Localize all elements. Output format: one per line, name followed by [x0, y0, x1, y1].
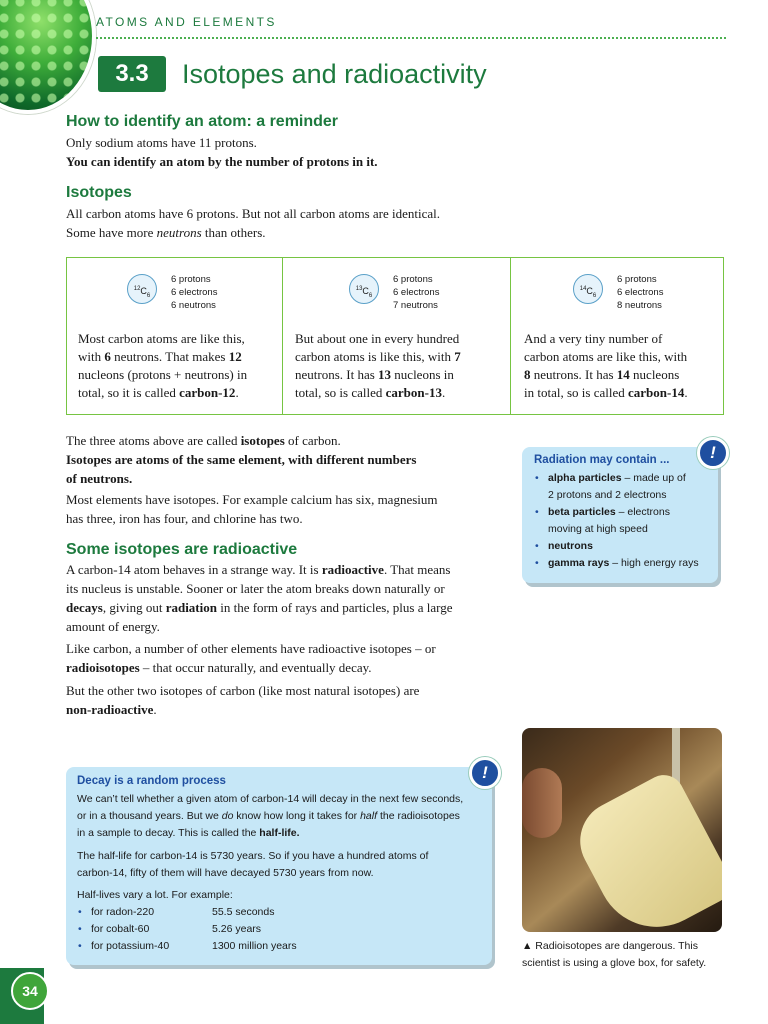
isotopes-heading: Isotopes [66, 184, 132, 201]
carbon-12-particle-counts: 6 protons 6 electrons 6 neutrons [171, 274, 218, 311]
reminder-line-2: You can identify an atom by the number of protons in it. [66, 154, 378, 169]
reminder-line-1: Only sodium atoms have 11 protons. [66, 135, 257, 150]
carbon-14-description: And a very tiny number of carbon atoms are like this, with 8 neutrons. It has 14 nucleons in total, so is called carbon-14. [524, 331, 688, 400]
radioactive-paragraph-3: But the other two isotopes of carbon (like most natural isotopes) are non-radioactive. [66, 683, 420, 717]
exclamation-icon: ! [697, 437, 729, 469]
glove-box-photo [522, 728, 722, 932]
decay-paragraph-3: Half-lives vary a lot. For example: [77, 889, 233, 901]
radioactive-paragraph-2: Like carbon, a number of other elements have radioactive isotopes – or radioisotopes – that occur naturally, and eventually decay. [66, 641, 436, 675]
isotopes-line-2: Some have more neutrons than others. [66, 225, 266, 240]
radiation-box-title: Radiation may contain ... [534, 454, 670, 466]
isotope-cell-carbon-14 [510, 258, 723, 414]
carbon-13-atom-icon: $^{13}C_6$ [349, 274, 379, 304]
chapter-label: ATOMS AND ELEMENTS [96, 15, 277, 29]
carbon-12-description: Most carbon atoms are like this, with 6 neutrons. That makes 12 nucleons (protons + neutrons) in total, so it is called carbon-12. [78, 331, 248, 400]
photo-caption: ▲ Radioisotopes are dangerous. This scientist is using a glove box, for safety. [522, 940, 707, 969]
radiation-item-alpha: • alpha particles – made up of 2 protons and 2 electrons [548, 470, 686, 504]
page-number: 34 [11, 972, 49, 1010]
carbon-14-atom-icon: $^{14}C_6$ [573, 274, 603, 304]
radioactive-heading: Some isotopes are radioactive [66, 541, 298, 558]
decay-random-process-box [66, 767, 492, 965]
isotopes-line-1: All carbon atoms have 6 protons. But not all carbon atoms are identical. [66, 206, 441, 221]
isotopes-examples: Most elements have isotopes. For example calcium has six, magnesium has three, iron has four, and chlorine has two. [66, 492, 438, 526]
chapter-corner-image [0, 0, 96, 114]
radiation-item-neutrons: • neutrons [548, 538, 593, 555]
decay-box-title: Decay is a random process [77, 775, 226, 787]
header-dotted-rule [96, 37, 726, 39]
carbon-isotope-table [66, 257, 724, 415]
decay-paragraph-1: We can’t tell whether a given atom of carbon-14 will decay in the next few seconds, or in a thousand years. But we do know how long it takes for half the radioisotopes in a sample to decay. This is called the half-life. [77, 793, 464, 839]
carbon-13-particle-counts: 6 protons 6 electrons 7 neutrons [393, 274, 440, 311]
isotope-cell-carbon-13 [282, 258, 511, 414]
decay-paragraph-2: The half-life for carbon-14 is 5730 years. So if you have a hundred atoms of carbon-14, fifty of them will have decayed 5730 years from now. [77, 850, 429, 879]
exclamation-icon: ! [469, 757, 501, 789]
halflife-item-cobalt: • for cobalt-60 5.26 years [91, 921, 149, 938]
isotopes-definition: The three atoms above are called isotopes of carbon. Isotopes are atoms of the same element, with different numbers of neutrons. [66, 433, 417, 486]
radiation-contents-box [522, 447, 718, 583]
radiation-item-beta: • beta particles – electrons moving at high speed [548, 504, 670, 538]
halflife-item-potassium: • for potassium-40 1300 million years [91, 938, 169, 955]
carbon-14-particle-counts: 6 protons 6 electrons 8 neutrons [617, 274, 664, 311]
reminder-heading: How to identify an atom: a reminder [66, 113, 339, 130]
isotope-cell-carbon-12 [67, 258, 282, 414]
page-title: Isotopes and radioactivity [182, 59, 487, 89]
radioactive-paragraph-1: A carbon-14 atom behaves in a strange way. It is radioactive. That means its nucleus is unstable. Sooner or later the atom breaks down naturally or decays, giving out radiation in the form of rays and particles, plus a large amount of energy. [66, 562, 453, 634]
radiation-item-gamma: • gamma rays – high energy rays [548, 555, 699, 572]
halflife-item-radon: • for radon-220 55.5 seconds [91, 904, 154, 921]
carbon-12-atom-icon: $^{12}C_6$ [127, 274, 157, 304]
section-number-badge: 3.3 [98, 56, 166, 92]
carbon-13-description: But about one in every hundred carbon atoms is like this, with 7 neutrons. It has 13 nucleons in total, so is called carbon-13. [295, 331, 461, 400]
